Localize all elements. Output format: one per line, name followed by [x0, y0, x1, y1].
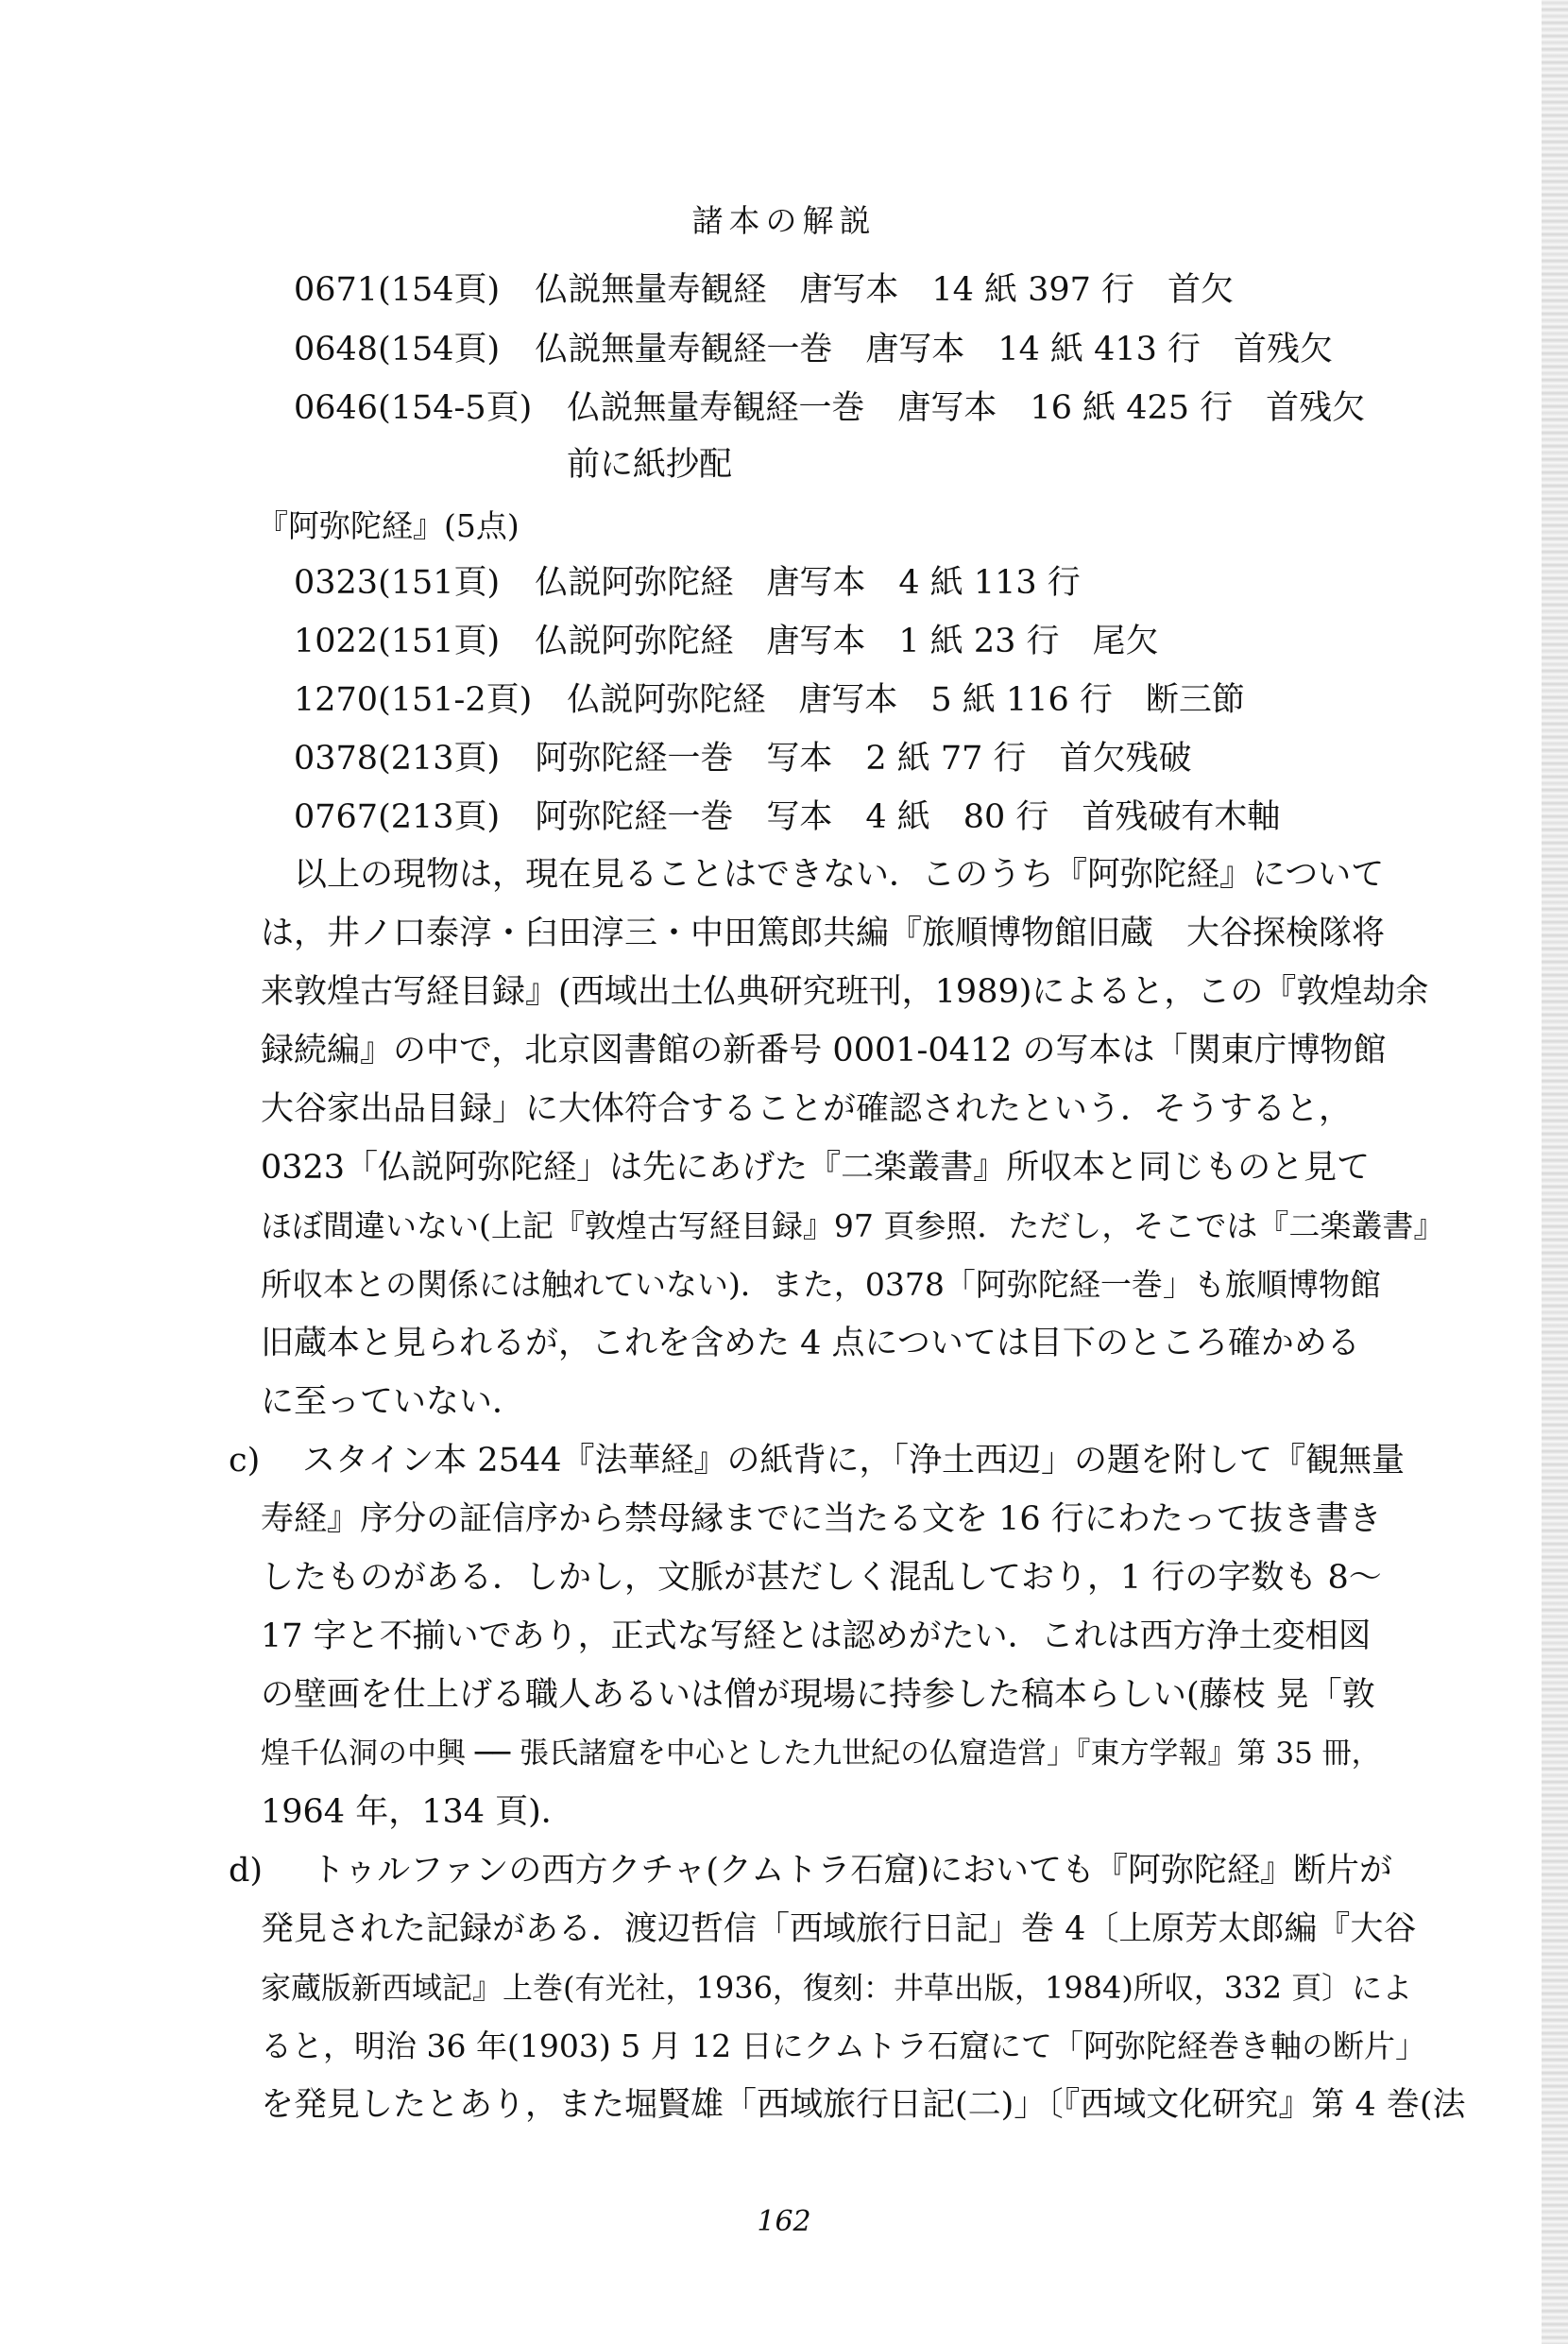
entry-continuation: 前に紙抄配: [567, 446, 733, 484]
item-label-c: c): [229, 1442, 261, 1480]
item-label-d: d): [229, 1852, 264, 1890]
entry-text: 阿弥陀経一巻 写本 2 紙 77 行 首欠残破: [535, 740, 1192, 778]
entry-text: 仏説無量寿観経一巻 唐写本 16 紙 425 行 首残欠: [567, 389, 1366, 427]
entry-ref: 1022(151頁): [294, 623, 501, 660]
paragraph-line: 旧蔵本と見られるが，これを含めた 4 点については目下のところ確かめる: [261, 1325, 1360, 1362]
entry-0323: [294, 564, 1081, 602]
page-number: 162: [757, 2205, 811, 2238]
entry-ref: 1270(151-2頁): [294, 681, 533, 719]
entry-ref: 0323(151頁): [294, 564, 501, 602]
entry-1270: [294, 681, 1245, 719]
entry-ref: 0648(154頁): [294, 331, 501, 368]
running-header: 諸本の解説: [691, 202, 877, 239]
paragraph-line: 所収本との関係には触れていない)．また，0378「阿弥陀経一巻」も旅順博物館: [261, 1266, 1381, 1303]
paragraph-line: 家蔵版新西域記』上巻(有光社，1936，復刻：井草出版，1984)所収，332 頁〕によ: [261, 1970, 1413, 2006]
paragraph-line: スタイン本 2544『法華経』の紙背に，「浄土西辺」の題を附して『観無量: [302, 1442, 1406, 1480]
paragraph-line: 1964 年，134 頁)．: [261, 1793, 574, 1831]
paragraph-line: は，井ノ口泰淳・臼田淳三・中田篤郎共編『旅順博物館旧蔵 大谷探検隊将: [261, 915, 1386, 952]
paragraph-line: 発見された記録がある．渡辺哲信「西域旅行日記」巻 4〔上原芳太郎編『大谷: [261, 1910, 1417, 1948]
entry-0378: [294, 740, 1192, 778]
entry-ref: 0767(213頁): [294, 798, 501, 836]
paragraph-line: ると，明治 36 年(1903) 5 月 12 日にクムトラ石窟にて「阿弥陀経巻き軸の断片」: [261, 2027, 1426, 2064]
paragraph-line: 来敦煌古写経目録』(西域出土仏典研究班刊，1989)によると，この『敦煌劫余: [261, 973, 1429, 1011]
paragraph-line: の壁画を仕上げる職人あるいは僧が現場に持参した稿本らしい(藤枝 晃「敦: [261, 1676, 1375, 1714]
entry-text: 仏説阿弥陀経 唐写本 5 紙 116 行 断三節: [567, 681, 1245, 719]
paragraph-line: トゥルファンの西方クチャ(クムトラ石窟)においても『阿弥陀経』断片が: [312, 1852, 1392, 1890]
entry-text: 仏説阿弥陀経 唐写本 4 紙 113 行: [535, 564, 1081, 602]
entry-ref: 0646(154-5頁): [294, 389, 533, 427]
paragraph-line: したものがある．しかし，文脈が甚だしく混乱しており，1 行の字数も 8〜: [261, 1559, 1382, 1597]
paragraph-line: 煌千仏洞の中興 ── 張氏諸窟を中心とした九世紀の仏窟造営」『東方学報』第 35 冊，: [261, 1737, 1381, 1771]
category-heading: 『阿弥陀経』(5点): [257, 507, 520, 544]
entry-ref: 0378(213頁): [294, 740, 501, 778]
entry-text: 阿弥陀経一巻 写本 4 紙 80 行 首残破有木軸: [535, 798, 1281, 836]
entry-text: 仏説阿弥陀経 唐写本 1 紙 23 行 尾欠: [535, 623, 1159, 660]
entry-1022: [294, 623, 1159, 660]
entry-0646: [294, 389, 1365, 427]
paragraph-line: 0323「仏説阿弥陀経」は先にあげた『二楽叢書』所収本と同じものと見て: [261, 1149, 1371, 1187]
scan-edge-shadow: [1542, 0, 1568, 2344]
entry-0648: [294, 331, 1333, 368]
paragraph-line: 寿経』序分の証信序から禁母縁までに当たる文を 16 行にわたって抜き書き: [261, 1500, 1382, 1538]
entry-ref: 0671(154頁): [294, 271, 501, 309]
paragraph-line: に至っていない．: [261, 1383, 526, 1421]
paragraph-line: ほぼ間違いない(上記『敦煌古写経目録』97 頁参照．ただし，そこでは『二楽叢書』: [261, 1207, 1445, 1244]
paragraph-line: を発見したとあり，また堀賢雄「西域旅行日記(二)」〔『西域文化研究』第 4 巻(法: [261, 2086, 1466, 2124]
paragraph-line: 大谷家出品目録」に大体符合することが確認されたという．そうすると，: [261, 1090, 1353, 1128]
paragraph-line: 録続編』の中で，北京図書館の新番号 0001-0412 の写本は「関東庁博物館: [261, 1032, 1387, 1069]
entry-0767: [294, 798, 1280, 836]
paragraph-line: 以上の現物は，現在見ることはできない．このうち『阿弥陀経』について: [294, 856, 1385, 894]
entry-0671: [294, 271, 1234, 309]
paragraph-line: 17 字と不揃いであり，正式な写経とは認めがたい．これは西方浄土変相図: [261, 1617, 1372, 1655]
entry-text: 仏説無量寿観経 唐写本 14 紙 397 行 首欠: [535, 271, 1235, 309]
entry-text: 仏説無量寿観経一巻 唐写本 14 紙 413 行 首残欠: [535, 331, 1334, 368]
